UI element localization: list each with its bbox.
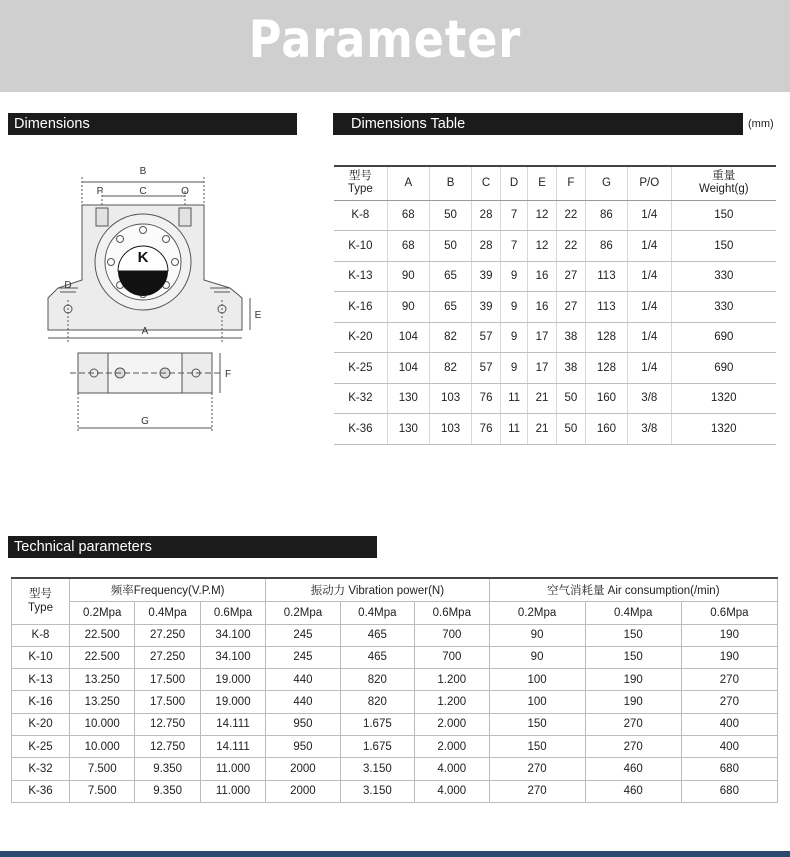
technical-group-header-row (12, 578, 778, 601)
technical-table-body (12, 624, 778, 802)
dimensions-table (334, 165, 776, 445)
pressure-header: 0.4Mpa (135, 601, 200, 624)
value-cell: 9 (501, 292, 528, 323)
value-cell: 22 (556, 231, 585, 262)
pressure-header: 0.2Mpa (266, 601, 340, 624)
value-cell: 21 (528, 383, 557, 414)
value-cell: 9 (501, 261, 528, 292)
value-cell: 128 (585, 322, 627, 353)
value-cell: 16 (528, 261, 557, 292)
group-header-vibration-power: 振动力 Vibration power(N) (266, 578, 489, 601)
value-cell: 440 (266, 691, 340, 713)
value-cell: 57 (472, 353, 501, 384)
value-cell: 190 (585, 669, 681, 691)
col-header-po: P/O (628, 166, 672, 200)
value-cell: 330 (671, 292, 776, 323)
dim-letter-o: O (181, 186, 189, 197)
value-cell: 700 (415, 624, 489, 646)
dim-letter-b: B (139, 166, 147, 177)
table-row (12, 758, 778, 780)
model-cell: K-25 (12, 735, 70, 757)
value-cell: 17.500 (135, 691, 200, 713)
value-cell: 9 (501, 353, 528, 384)
dim-letter-c: C (139, 186, 147, 197)
value-cell: 2000 (266, 758, 340, 780)
table-row (12, 691, 778, 713)
model-cell: K-10 (334, 231, 387, 262)
value-cell: 65 (429, 261, 471, 292)
value-cell: 100 (489, 691, 585, 713)
value-cell: 17 (528, 353, 557, 384)
value-cell: 27 (556, 292, 585, 323)
table-row (334, 292, 776, 323)
dim-letter-e: E (254, 310, 262, 321)
model-cell: K-36 (334, 414, 387, 445)
value-cell: 150 (585, 624, 681, 646)
value-cell: 10.000 (70, 713, 135, 735)
value-cell: 76 (472, 414, 501, 445)
value-cell: 28 (472, 200, 501, 231)
value-cell: 50 (556, 414, 585, 445)
value-cell: 90 (489, 624, 585, 646)
technical-pressure-header-row (12, 601, 778, 624)
value-cell: 160 (585, 383, 627, 414)
value-cell: 160 (585, 414, 627, 445)
model-cell: K-8 (334, 200, 387, 231)
value-cell: 12.750 (135, 735, 200, 757)
dimensions-table-section-header (333, 113, 743, 135)
technical-section-header (8, 536, 377, 558)
dimensions-section-title: Dimensions (14, 116, 90, 132)
table-row (12, 780, 778, 802)
group-header-air-consumption: 空气消耗量 Air consumption(/min) (489, 578, 777, 601)
value-cell: 950 (266, 735, 340, 757)
model-cell: K-16 (334, 292, 387, 323)
dimensions-table-section-title: Dimensions Table (351, 116, 466, 132)
value-cell: 1/4 (628, 292, 672, 323)
value-cell: 190 (681, 624, 777, 646)
value-cell: 90 (387, 292, 429, 323)
value-cell: 12.750 (135, 713, 200, 735)
dim-letter-k: K (137, 249, 149, 266)
value-cell: 2000 (266, 780, 340, 802)
value-cell: 150 (585, 646, 681, 668)
value-cell: 2.000 (415, 735, 489, 757)
value-cell: 34.100 (200, 624, 265, 646)
model-cell: K-8 (12, 624, 70, 646)
value-cell: 9.350 (135, 758, 200, 780)
value-cell: 270 (489, 758, 585, 780)
value-cell: 14.111 (200, 735, 265, 757)
value-cell: 1.200 (415, 669, 489, 691)
table-row (334, 322, 776, 353)
pressure-header: 0.6Mpa (681, 601, 777, 624)
value-cell: 50 (556, 383, 585, 414)
value-cell: 100 (489, 669, 585, 691)
dimension-drawing (30, 160, 270, 440)
col-header-d: D (501, 166, 528, 200)
value-cell: 68 (387, 200, 429, 231)
table-row (12, 735, 778, 757)
value-cell: 460 (585, 758, 681, 780)
value-cell: 38 (556, 353, 585, 384)
table-row (334, 200, 776, 231)
pressure-header: 0.4Mpa (585, 601, 681, 624)
value-cell: 14.111 (200, 713, 265, 735)
value-cell: 57 (472, 322, 501, 353)
value-cell: 1.200 (415, 691, 489, 713)
table-row (12, 624, 778, 646)
col-header-type: 型号 Type (12, 578, 70, 624)
value-cell: 11.000 (200, 758, 265, 780)
value-cell: 19.000 (200, 691, 265, 713)
value-cell: 950 (266, 713, 340, 735)
dimensions-table-header-row (334, 166, 776, 200)
col-header-g: G (585, 166, 627, 200)
value-cell: 86 (585, 231, 627, 262)
pressure-header: 0.6Mpa (415, 601, 489, 624)
units-label: (mm) (748, 118, 774, 130)
value-cell: 270 (681, 669, 777, 691)
value-cell: 28 (472, 231, 501, 262)
bottom-rule (0, 851, 790, 857)
value-cell: 1/4 (628, 261, 672, 292)
value-cell: 11 (501, 383, 528, 414)
value-cell: 104 (387, 353, 429, 384)
value-cell: 10.000 (70, 735, 135, 757)
col-header-a: A (387, 166, 429, 200)
value-cell: 1320 (671, 383, 776, 414)
value-cell: 245 (266, 624, 340, 646)
model-cell: K-20 (12, 713, 70, 735)
value-cell: 82 (429, 322, 471, 353)
table-row (334, 414, 776, 445)
value-cell: 50 (429, 231, 471, 262)
header-banner (0, 0, 790, 92)
technical-table (11, 577, 778, 803)
value-cell: 1/4 (628, 353, 672, 384)
value-cell: 4.000 (415, 758, 489, 780)
value-cell: 190 (681, 646, 777, 668)
dim-letter-g: G (141, 416, 149, 427)
col-header-c: C (472, 166, 501, 200)
value-cell: 113 (585, 261, 627, 292)
value-cell: 12 (528, 231, 557, 262)
value-cell: 1.675 (340, 735, 414, 757)
model-cell: K-13 (334, 261, 387, 292)
value-cell: 700 (415, 646, 489, 668)
value-cell: 16 (528, 292, 557, 323)
pressure-header: 0.2Mpa (70, 601, 135, 624)
value-cell: 7 (501, 231, 528, 262)
value-cell: 90 (489, 646, 585, 668)
value-cell: 39 (472, 261, 501, 292)
table-row (334, 353, 776, 384)
value-cell: 21 (528, 414, 557, 445)
value-cell: 103 (429, 414, 471, 445)
value-cell: 690 (671, 353, 776, 384)
value-cell: 7.500 (70, 780, 135, 802)
col-header-type: 型号 Type (334, 166, 387, 200)
col-header-f: F (556, 166, 585, 200)
value-cell: 86 (585, 200, 627, 231)
value-cell: 3/8 (628, 383, 672, 414)
page-title: Parameter (248, 10, 522, 70)
value-cell: 150 (671, 231, 776, 262)
value-cell: 400 (681, 735, 777, 757)
value-cell: 270 (681, 691, 777, 713)
value-cell: 9.350 (135, 780, 200, 802)
value-cell: 130 (387, 383, 429, 414)
value-cell: 27 (556, 261, 585, 292)
model-cell: K-20 (334, 322, 387, 353)
value-cell: 3/8 (628, 414, 672, 445)
pressure-header: 0.4Mpa (340, 601, 414, 624)
value-cell: 1320 (671, 414, 776, 445)
value-cell: 680 (681, 758, 777, 780)
table-row (12, 669, 778, 691)
dim-letter-p: P (96, 186, 104, 197)
value-cell: 7 (501, 200, 528, 231)
value-cell: 1/4 (628, 322, 672, 353)
value-cell: 1/4 (628, 231, 672, 262)
value-cell: 3.150 (340, 780, 414, 802)
value-cell: 270 (585, 735, 681, 757)
model-cell: K-13 (12, 669, 70, 691)
value-cell: 130 (387, 414, 429, 445)
value-cell: 440 (266, 669, 340, 691)
value-cell: 245 (266, 646, 340, 668)
value-cell: 82 (429, 353, 471, 384)
value-cell: 39 (472, 292, 501, 323)
value-cell: 11 (501, 414, 528, 445)
value-cell: 190 (585, 691, 681, 713)
value-cell: 17 (528, 322, 557, 353)
col-header-weight: 重量 Weight(g) (671, 166, 776, 200)
value-cell: 13.250 (70, 669, 135, 691)
value-cell: 150 (489, 713, 585, 735)
dim-letter-a: A (141, 326, 149, 337)
dim-letter-d: D (64, 280, 72, 291)
value-cell: 104 (387, 322, 429, 353)
value-cell: 22.500 (70, 624, 135, 646)
value-cell: 38 (556, 322, 585, 353)
value-cell: 820 (340, 691, 414, 713)
value-cell: 465 (340, 646, 414, 668)
value-cell: 76 (472, 383, 501, 414)
table-row (12, 713, 778, 735)
value-cell: 270 (489, 780, 585, 802)
value-cell: 270 (585, 713, 681, 735)
pressure-header: 0.6Mpa (200, 601, 265, 624)
value-cell: 13.250 (70, 691, 135, 713)
value-cell: 150 (671, 200, 776, 231)
model-cell: K-25 (334, 353, 387, 384)
value-cell: 1/4 (628, 200, 672, 231)
table-row (12, 646, 778, 668)
value-cell: 150 (489, 735, 585, 757)
value-cell: 128 (585, 353, 627, 384)
table-row (334, 231, 776, 262)
value-cell: 90 (387, 261, 429, 292)
value-cell: 113 (585, 292, 627, 323)
value-cell: 330 (671, 261, 776, 292)
value-cell: 9 (501, 322, 528, 353)
value-cell: 400 (681, 713, 777, 735)
model-cell: K-36 (12, 780, 70, 802)
value-cell: 680 (681, 780, 777, 802)
value-cell: 4.000 (415, 780, 489, 802)
table-row (334, 261, 776, 292)
model-cell: K-16 (12, 691, 70, 713)
value-cell: 34.100 (200, 646, 265, 668)
value-cell: 7.500 (70, 758, 135, 780)
value-cell: 27.250 (135, 624, 200, 646)
value-cell: 27.250 (135, 646, 200, 668)
value-cell: 50 (429, 200, 471, 231)
value-cell: 22.500 (70, 646, 135, 668)
value-cell: 11.000 (200, 780, 265, 802)
table-row (334, 383, 776, 414)
value-cell: 2.000 (415, 713, 489, 735)
value-cell: 690 (671, 322, 776, 353)
dimensions-table-body (334, 200, 776, 444)
value-cell: 12 (528, 200, 557, 231)
dimensions-section-header (8, 113, 297, 135)
col-header-b: B (429, 166, 471, 200)
value-cell: 19.000 (200, 669, 265, 691)
value-cell: 3.150 (340, 758, 414, 780)
value-cell: 465 (340, 624, 414, 646)
value-cell: 65 (429, 292, 471, 323)
value-cell: 460 (585, 780, 681, 802)
value-cell: 820 (340, 669, 414, 691)
value-cell: 103 (429, 383, 471, 414)
group-header-frequency: 频率Frequency(V.P.M) (70, 578, 266, 601)
model-cell: K-32 (334, 383, 387, 414)
value-cell: 17.500 (135, 669, 200, 691)
value-cell: 68 (387, 231, 429, 262)
value-cell: 1.675 (340, 713, 414, 735)
model-cell: K-10 (12, 646, 70, 668)
model-cell: K-32 (12, 758, 70, 780)
technical-section-title: Technical parameters (14, 539, 152, 555)
pressure-header: 0.2Mpa (489, 601, 585, 624)
col-header-e: E (528, 166, 557, 200)
dim-letter-f: F (224, 369, 232, 380)
value-cell: 22 (556, 200, 585, 231)
